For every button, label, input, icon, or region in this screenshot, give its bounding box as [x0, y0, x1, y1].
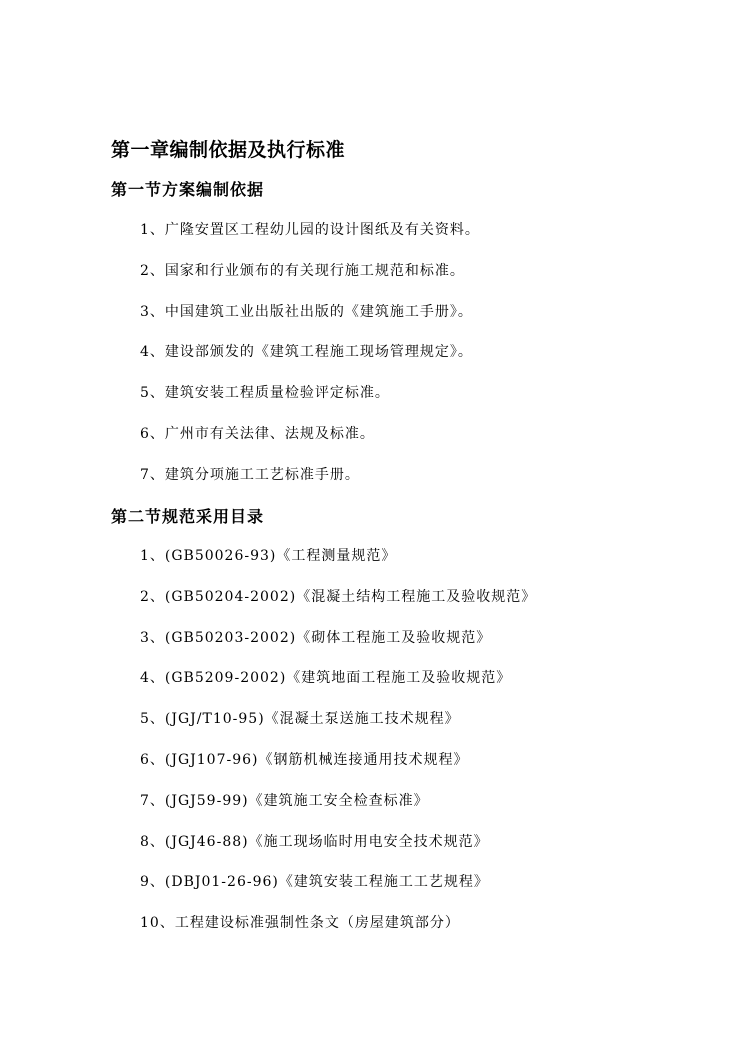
- list-item: 4、(GB5209-2002)《建筑地面工程施工及验收规范》: [140, 670, 512, 687]
- list-item: 10、工程建设标准强制性条文（房屋建筑部分）: [140, 915, 460, 932]
- list-item: 5、(JGJ/T10-95)《混凝土泵送施工技术规程》: [140, 711, 460, 728]
- list-item: 5、建筑安装工程质量检验评定标准。: [140, 385, 390, 402]
- basis-list: [140, 219, 480, 505]
- list-item: 2、国家和行业颁布的有关现行施工规范和标准。: [140, 262, 465, 279]
- list-item: 4、建设部颁发的《建筑工程施工现场管理规定》。: [140, 344, 473, 361]
- list-item: 3、(GB50203-2002)《砌体工程施工及验收规范》: [140, 629, 492, 646]
- list-item: 6、广州市有关法律、法规及标准。: [140, 425, 375, 442]
- list-item: 3、中国建筑工业出版社出版的《建筑施工手册》。: [140, 303, 473, 320]
- list-item: 9、(DBJ01-26-96)《建筑安装工程施工工艺规程》: [140, 874, 489, 891]
- list-item: 8、(JGJ46-88)《施工现场临时用电安全技术规范》: [140, 833, 489, 850]
- standards-list: [140, 545, 536, 953]
- list-item: 2、(GB50204-2002)《混凝土结构工程施工及验收规范》: [140, 588, 537, 605]
- section-title-standards: 第二节规范采用目录: [111, 507, 265, 526]
- list-item: 6、(JGJ107-96)《钢筋机械连接通用技术规程》: [140, 751, 469, 768]
- list-item: 1、(GB50026-93)《工程测量规范》: [140, 548, 397, 564]
- section-title-basis: 第一节方案编制依据: [111, 180, 265, 199]
- list-item: 7、(JGJ59-99)《建筑施工安全检查标准》: [140, 792, 429, 809]
- list-item: 7、建筑分项施工工艺标准手册。: [140, 466, 360, 483]
- chapter-title: 第一章编制依据及执行标准: [111, 139, 346, 161]
- list-item: 1、广隆安置区工程幼儿园的设计图纸及有关资料。: [140, 222, 480, 238]
